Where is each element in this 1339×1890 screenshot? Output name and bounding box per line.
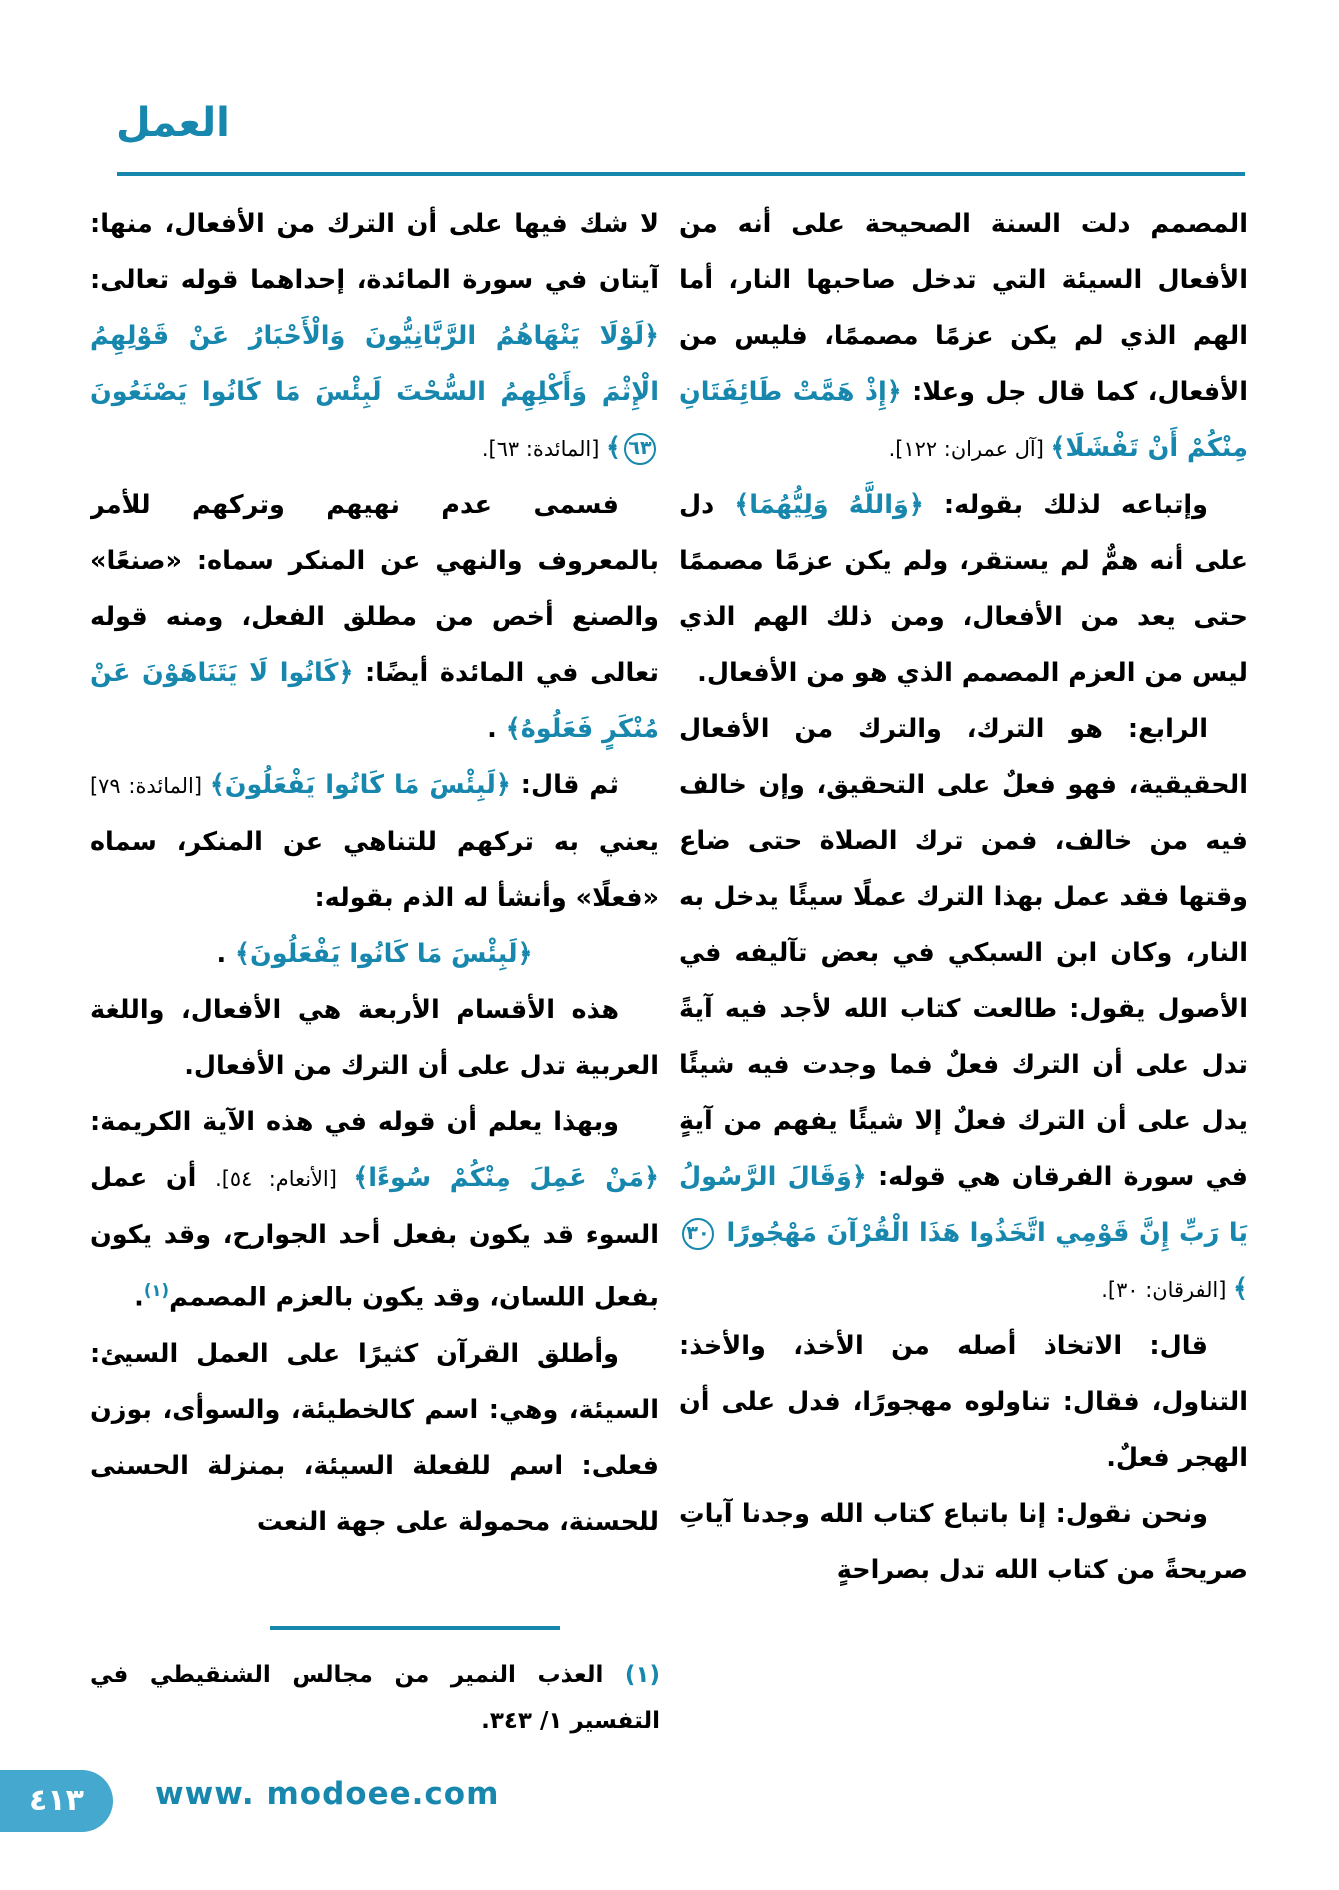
body-text: لا شك فيها على أن الترك من الأفعال، منها: آيتان في سورة المائدة، إحداهما قوله تعالى: <box>90 209 659 295</box>
footnote-divider <box>270 1626 560 1630</box>
footnote-ref: (١) <box>143 1281 170 1300</box>
body-text: دل على أنه همٌّ لم يستقر، ولم يكن عزمًا مصممًا حتى يعد من الأفعال، ومن ذلك الهم الذي ليس من العزم المصمم الذي هو من الأفعال. <box>679 490 1248 688</box>
body-text: . <box>487 714 506 744</box>
page-content <box>90 196 1248 1748</box>
page-title: العمل <box>116 100 230 146</box>
paragraph <box>90 477 659 757</box>
body-text: أن عمل السوء قد يكون بفعل أحد الجوارح، وقد يكون بفعل اللسان، وقد يكون بالعزم المصمم <box>90 1163 659 1313</box>
body-text: المصمم دلت السنة الصحيحة على أنه من الأفعال السيئة التي تدخل صاحبها النار، أما الهم الذي لم يكن عزمًا مصممًا، فليس من الأفعال، كما قال جل وعلا: <box>679 209 1248 407</box>
paragraph <box>90 982 659 1094</box>
footnote-text <box>90 1652 660 1744</box>
verse-reference: [آل عمران: ١٢٢]. <box>888 437 1051 461</box>
body-text: . <box>134 1282 144 1313</box>
verse-reference: [المائدة: ٦٣]. <box>481 437 607 461</box>
paragraph <box>679 701 1248 1318</box>
footnote-body: العذب النمير من مجالس الشنقيطي في التفسير ١/ ٣٤٣. <box>90 1662 660 1734</box>
paragraph <box>679 1318 1248 1486</box>
column-right <box>679 196 1248 1748</box>
body-text: وأطلق القرآن كثيرًا على العمل السيئ: السيئة، وهي: اسم كالخطيئة، والسوأى، بوزن فعلى: اسم للفعلة السيئة، بمنزلة الحسنى للحسنة، محمولة على جهة النعت <box>90 1338 659 1537</box>
body-text: وبهذا يعلم أن قوله في هذه الآية الكريمة: <box>90 1107 619 1137</box>
paragraph <box>90 926 659 982</box>
body-text: . <box>216 939 236 969</box>
quran-verse: ﴿وَقَالَ الرَّسُولُ يَا رَبِّ إِنَّ قَوْمِي اتَّخَذُوا هَذَا الْقُرْآنَ مَهْجُورًا <box>679 1162 1248 1248</box>
verse-reference: [المائدة: ٧٩] <box>90 774 210 798</box>
quran-verse: ﴾ <box>606 433 621 463</box>
ayah-number: ٦٣ <box>624 433 656 465</box>
footnote-block <box>90 1626 660 1744</box>
verse-reference: [الفرقان: ٣٠]. <box>1101 1278 1234 1302</box>
body-text: وإتباعه لذلك بقوله: <box>923 490 1208 520</box>
ayah-number: ٣٠ <box>682 1218 714 1250</box>
quran-verse: ﴿كَانُوا لَا يَتَنَاهَوْنَ عَنْ مُنْكَرٍ فَعَلُوهُ﴾ <box>90 658 659 744</box>
paragraph <box>679 477 1248 701</box>
paragraph <box>679 196 1248 477</box>
body-text: ونحن نقول: إنا باتباع كتاب الله وجدنا آياتِ صريحةً من كتاب الله تدل بصراحةٍ <box>679 1499 1248 1585</box>
page-number-badge: ٤١٣ <box>0 1770 113 1832</box>
body-text: هذه الأقسام الأربعة هي الأفعال، واللغة العربية تدل على أن الترك من الأفعال. <box>90 995 659 1081</box>
body-text: فسمى عدم نهيهم وتركهم للأمر بالمعروف والنهي عن المنكر سماه: «صنعًا» والصنع أخص من مطلق الفعل، ومنه قوله تعالى في المائدة أيضًا: <box>90 490 659 688</box>
column-left <box>90 196 659 1621</box>
footnote-marker: (١) <box>624 1662 660 1688</box>
paragraph <box>90 1094 659 1326</box>
body-text: يعني به تركهم للتناهي عن المنكر، سماه «فعلًا» وأنشأ له الذم بقوله: <box>90 827 659 913</box>
quran-verse: ﴾ <box>1233 1274 1248 1304</box>
body-text: الرابع: هو الترك، والترك من الأفعال الحقيقية، فهو فعلٌ على التحقيق، وإن خالف فيه من خالف، فمن ترك الصلاة حتى ضاع وقتها فقد عمل بهذا الترك عملًا سيئًا يدخل به النار، وكان ابن السبكي في بعض تآليفه في الأصول يقول: طالعت كتاب الله لأجد فيه آيةً تدل على أن الترك فعلٌ فما وجدت فيه شيئًا يدل على أن الترك فعلٌ إلا شيئًا يفهم من آيةٍ في سورة الفرقان هي قوله: <box>679 714 1248 1192</box>
quran-verse: ﴿مَنْ عَمِلَ مِنْكُمْ سُوءًا﴾ <box>353 1163 659 1193</box>
quran-verse: ﴿إِذْ هَمَّتْ طَائِفَتَانِ مِنْكُمْ أَنْ تَفْشَلَا﴾ <box>679 377 1248 463</box>
quran-verse: ﴿لَبِئْسَ مَا كَانُوا يَفْعَلُونَ﴾ <box>209 770 511 800</box>
website-link[interactable]: www. modoee.com <box>155 1776 500 1812</box>
quran-verse: ﴿لَبِئْسَ مَا كَانُوا يَفْعَلُونَ﴾ <box>235 939 533 969</box>
body-text: ثم قال: <box>510 770 619 800</box>
paragraph <box>90 196 659 477</box>
quran-verse: ﴿لَوْلَا يَنْهَاهُمُ الرَّبَّانِيُّونَ وَالْأَحْبَارُ عَنْ قَوْلِهِمُ الْإِثْمَ وَأَكْلِهِمُ السُّحْتَ لَبِئْسَ مَا كَانُوا يَصْنَعُونَ <box>90 321 659 407</box>
paragraph <box>679 1486 1248 1598</box>
quran-verse: ﴿وَاللَّهُ وَلِيُّهُمَا﴾ <box>734 490 924 520</box>
body-text: قال: الاتخاذ أصله من الأخذ، والأخذ: التناول، فقال: تناولوه مهجورًا، فدل على أن الهجر فعلٌ. <box>679 1331 1248 1473</box>
paragraph <box>90 757 659 926</box>
paragraph <box>90 1326 659 1550</box>
header-rule <box>117 172 1245 176</box>
verse-reference: [الأنعام: ٥٤]. <box>215 1167 354 1191</box>
